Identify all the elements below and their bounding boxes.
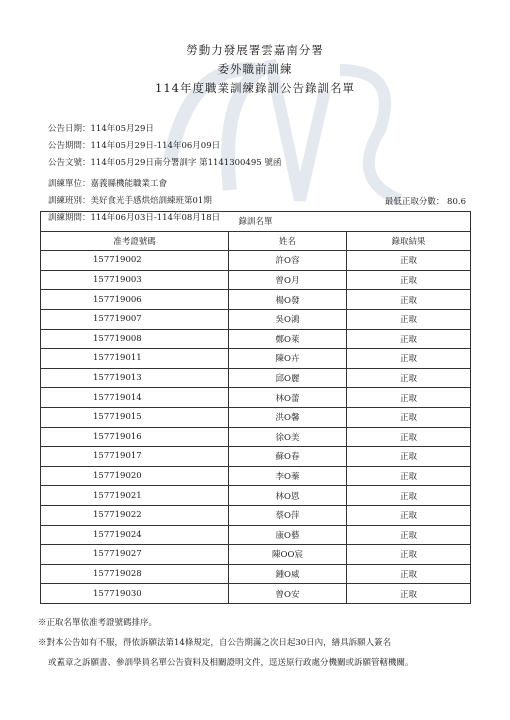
note-sort-order: ※正取名單依准考證號碼排序。 (38, 618, 158, 628)
trainee-name: 陳OO宸 (229, 545, 347, 565)
notice-title: 114年度職業訓練錄訓公告錄訓名單 (155, 81, 355, 95)
info-label: 訓練單位： (48, 179, 91, 189)
exam-number: 157719028 (41, 564, 229, 584)
table-row (41, 466, 471, 486)
exam-number: 157719014 (41, 388, 229, 408)
table-caption: 錄訓名單 (41, 212, 471, 232)
info-value: 嘉義縣機能職業工會 (90, 179, 168, 189)
trainee-name: 許O容 (229, 251, 347, 271)
column-header-result: 錄取結果 (347, 231, 471, 251)
admission-result: 正取 (347, 525, 471, 545)
table-row (41, 388, 471, 408)
admission-table (40, 211, 471, 604)
table-row (41, 251, 471, 271)
trainee-name: 康O藝 (229, 525, 347, 545)
column-header-name: 姓名 (229, 231, 347, 251)
admission-result: 正取 (347, 270, 471, 290)
trainee-name: 徐O美 (229, 427, 347, 447)
exam-number: 157719003 (41, 270, 229, 290)
info-line-announce-date (48, 122, 154, 134)
admission-result: 正取 (347, 309, 471, 329)
info-value: 114年05月29日南分署訓字 第1141300495 號函 (90, 158, 282, 168)
column-header-exam-number: 准考證號碼 (41, 231, 229, 251)
trainee-name: 林O蕾 (229, 388, 347, 408)
table-row (41, 505, 471, 525)
admission-result: 正取 (347, 368, 471, 388)
admission-result: 正取 (347, 545, 471, 565)
trainee-name: 李O蓁 (229, 466, 347, 486)
info-label: 公告日期： (48, 124, 91, 134)
info-line-class-name (48, 194, 212, 206)
trainee-name: 陳O卉 (229, 349, 347, 369)
table-row (41, 407, 471, 427)
note-appeal-line-2: 或蓋章之訴願書、參訓學員名單公告資料及相關證明文件，逕送原行政處分機關或訴願管轄機關。 (48, 658, 414, 668)
table-row (41, 329, 471, 349)
exam-number: 157719022 (41, 505, 229, 525)
exam-number: 157719027 (41, 545, 229, 565)
exam-number: 157719007 (41, 309, 229, 329)
table-row (41, 349, 471, 369)
table-row (41, 368, 471, 388)
trainee-name: 楊O發 (229, 290, 347, 310)
admission-result: 正取 (347, 584, 471, 604)
admission-result: 正取 (347, 505, 471, 525)
admission-result: 正取 (347, 564, 471, 584)
trainee-name: 吳O鴻 (229, 309, 347, 329)
admission-result: 正取 (347, 486, 471, 506)
program-title: 委外職前訓練 (217, 62, 293, 76)
admission-result: 正取 (347, 447, 471, 467)
admission-result: 正取 (347, 251, 471, 271)
trainee-name: 蘇O春 (229, 447, 347, 467)
exam-number: 157719015 (41, 407, 229, 427)
info-label: 公告文號： (48, 158, 91, 168)
exam-number: 157719013 (41, 368, 229, 388)
exam-number: 157719021 (41, 486, 229, 506)
exam-number: 157719016 (41, 427, 229, 447)
trainee-name: 曾O月 (229, 270, 347, 290)
exam-number: 157719017 (41, 447, 229, 467)
info-line-announce-period (48, 139, 220, 151)
admission-result: 正取 (347, 290, 471, 310)
minimum-score: 最低正取分數： 80.6 (384, 197, 466, 207)
table-row (41, 584, 471, 604)
table-row (41, 447, 471, 467)
exam-number: 157719008 (41, 329, 229, 349)
table-row (41, 270, 471, 290)
admission-result: 正取 (347, 388, 471, 408)
exam-number: 157719030 (41, 584, 229, 604)
trainee-name: 鄭O萊 (229, 329, 347, 349)
table-row (41, 290, 471, 310)
table-row (41, 427, 471, 447)
trainee-name: 蔡O萍 (229, 505, 347, 525)
table-row (41, 545, 471, 565)
admission-result: 正取 (347, 349, 471, 369)
admission-result: 正取 (347, 329, 471, 349)
exam-number: 157719020 (41, 466, 229, 486)
table-row (41, 309, 471, 329)
table-row (41, 525, 471, 545)
info-value: 美好食光手感烘焙訓練班第01期 (90, 196, 212, 206)
trainee-name: 鍾O威 (229, 564, 347, 584)
info-value: 114年06月03日-114年08月18日 (90, 213, 221, 223)
info-line-document-number (48, 156, 281, 168)
note-appeal-line-1: ※對本公告如有不服，得依訴願法第14條規定，自公告期滿之次日起30日內，繕具訴願人簽名 (38, 638, 392, 648)
info-line-training-unit (48, 177, 167, 189)
trainee-name: 邱O麗 (229, 368, 347, 388)
exam-number: 157719002 (41, 251, 229, 271)
info-value: 114年05月29日-114年06月09日 (90, 141, 221, 151)
trainee-name: 洪O馨 (229, 407, 347, 427)
trainee-name: 林O恩 (229, 486, 347, 506)
table-row (41, 486, 471, 506)
exam-number: 157719011 (41, 349, 229, 369)
info-label: 訓練期間： (48, 213, 91, 223)
agency-title: 勞動力發展署雲嘉南分署 (186, 43, 324, 57)
table-row (41, 564, 471, 584)
admission-result: 正取 (347, 466, 471, 486)
info-value: 114年05月29日 (90, 124, 154, 134)
exam-number: 157719024 (41, 525, 229, 545)
admission-result: 正取 (347, 407, 471, 427)
trainee-name: 曾O安 (229, 584, 347, 604)
exam-number: 157719006 (41, 290, 229, 310)
info-label: 公告期間： (48, 141, 91, 151)
admission-result: 正取 (347, 427, 471, 447)
info-label: 訓練班別： (48, 196, 91, 206)
